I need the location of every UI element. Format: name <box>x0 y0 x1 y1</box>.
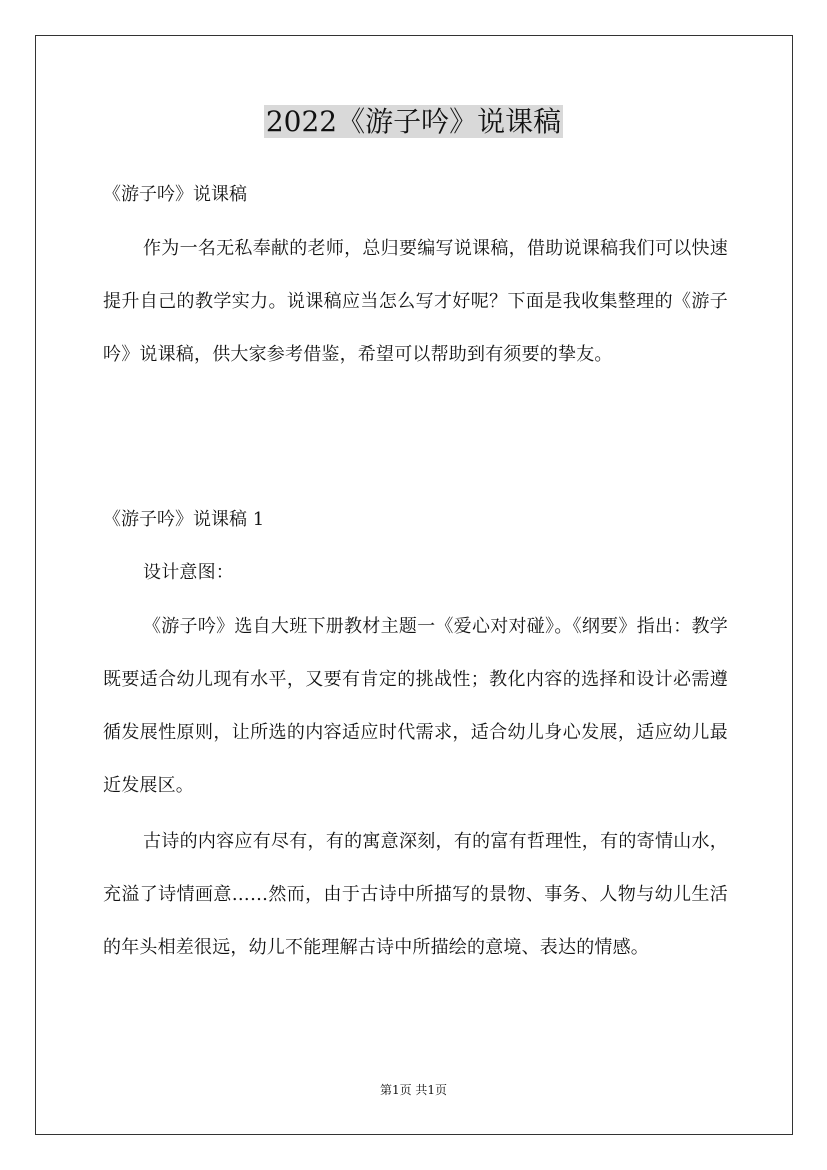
document-title <box>0 103 827 141</box>
heading-section-1: 《游子吟》说课稿 1 <box>103 509 265 530</box>
paragraph-syllabus: 《游子吟》选自大班下册教材主题一《爱心对对碰》。《纲要》指出：教学既要适合幼儿现有水平，又要有肯定的挑战性；教化内容的选择和设计必需遵循发展性原则，让所选的内容适应时代需求，适合幼儿身心发展，适应幼儿最近发展区。 <box>103 616 728 796</box>
intro-paragraph: 作为一名无私奉献的老师，总归要编写说课稿，借助说课稿我们可以快速提升自己的教学实力。说课稿应当怎么写才好呢？下面是我收集整理的《游子吟》说课稿，供大家参考借鉴，希望可以帮助到有须要的挚友。 <box>103 238 728 365</box>
paragraph-poetry: 古诗的内容应有尽有，有的寓意深刻，有的富有哲理性，有的寄情山水，充溢了诗情画意……然而，由于古诗中所描写的景物、事务、人物与幼儿生活的年头相差很远，幼儿不能理解古诗中所描绘的意境、表达的情感。 <box>103 831 728 958</box>
page-footer: 第1页 共1页 <box>379 1083 448 1097</box>
document-title-text: 2022《游子吟》说课稿 <box>265 105 562 138</box>
heading-main: 《游子吟》说课稿 <box>103 184 247 205</box>
design-intent-label: 设计意图： <box>143 562 234 583</box>
